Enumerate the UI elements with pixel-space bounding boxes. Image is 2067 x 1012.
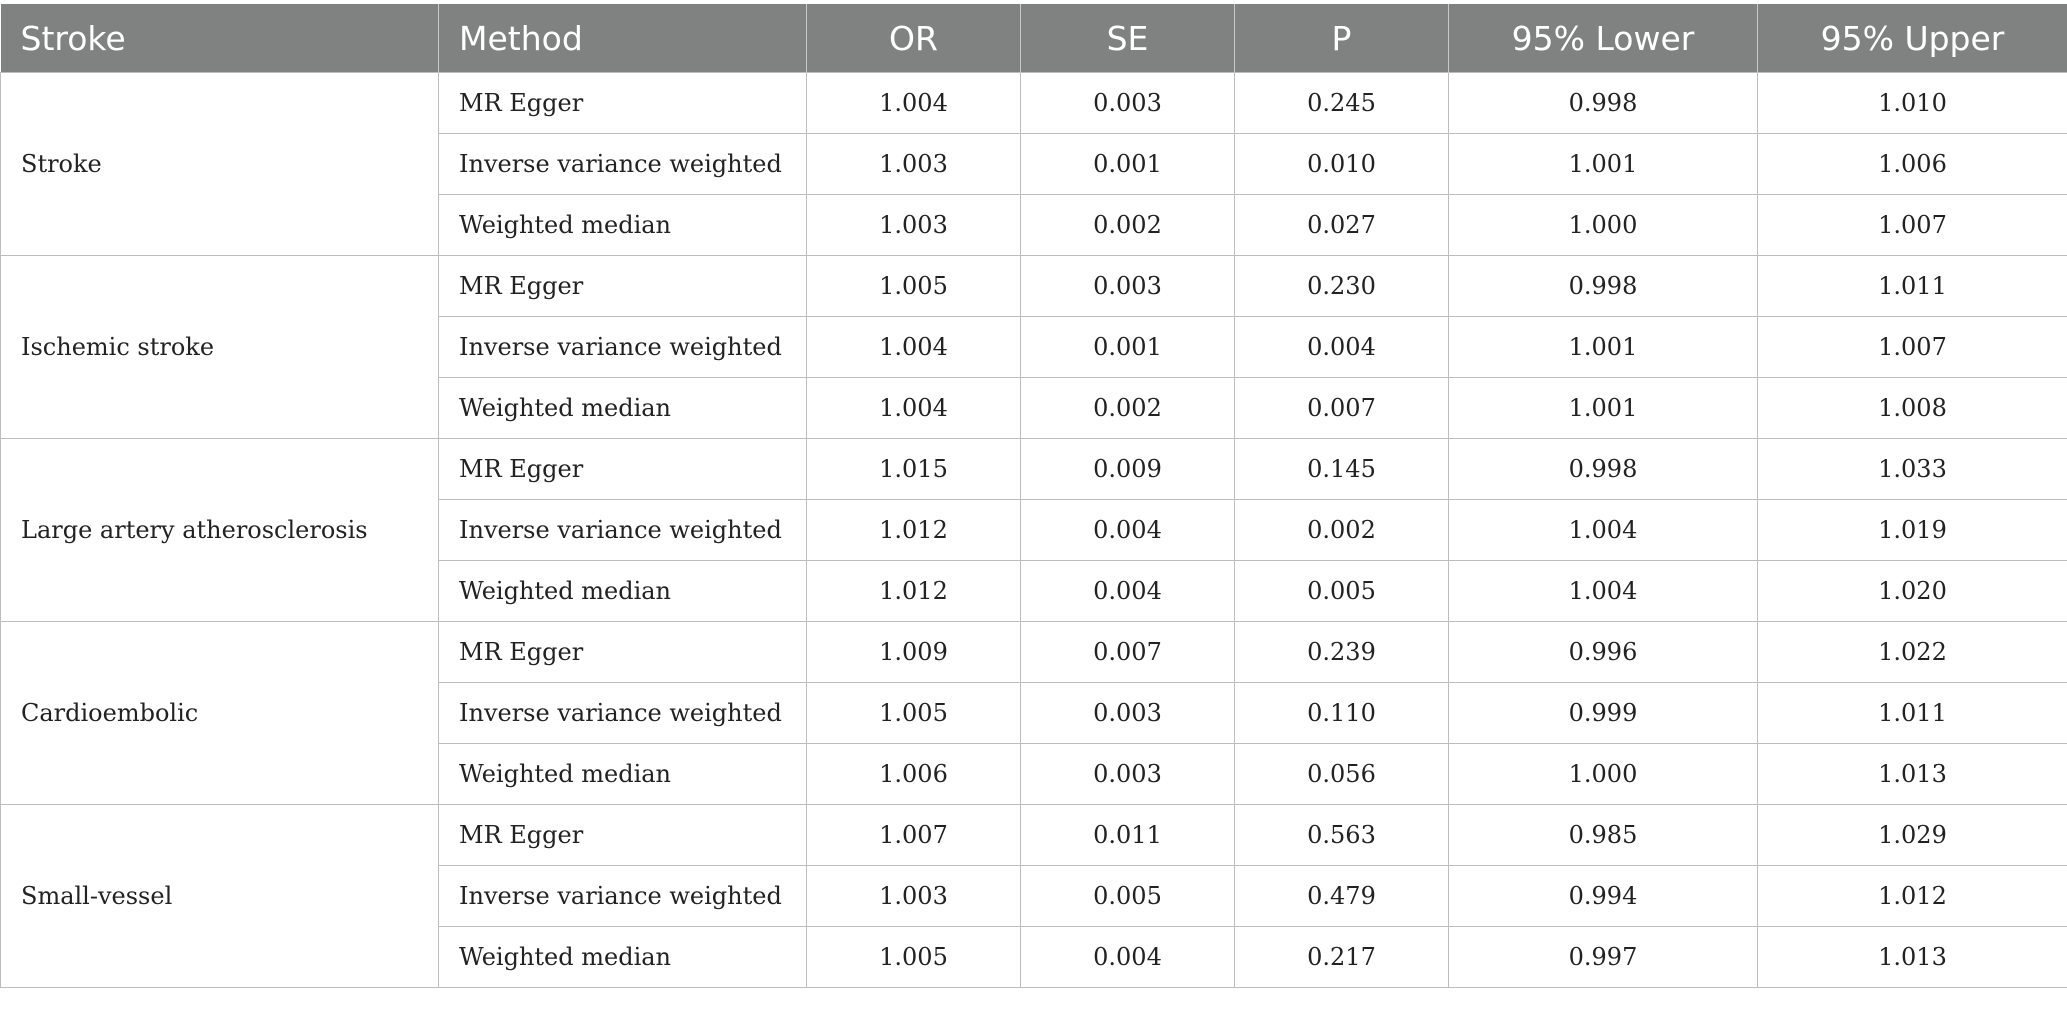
upper-cell: 1.029	[1758, 805, 2067, 866]
method-cell: Weighted median	[439, 195, 807, 256]
lower-cell: 0.998	[1449, 73, 1758, 134]
stroke-group-cell: Large artery atherosclerosis	[1, 439, 439, 622]
or-cell: 1.003	[807, 134, 1021, 195]
method-cell: MR Egger	[439, 439, 807, 500]
header-stroke: Stroke	[1, 4, 439, 73]
method-cell: Inverse variance weighted	[439, 500, 807, 561]
se-cell: 0.007	[1021, 622, 1235, 683]
or-cell: 1.004	[807, 378, 1021, 439]
or-cell: 1.005	[807, 683, 1021, 744]
header-95-upper: 95% Upper	[1758, 4, 2067, 73]
table-row	[1, 73, 2067, 134]
header-p: P	[1235, 4, 1449, 73]
table-body	[1, 73, 2067, 988]
se-cell: 0.005	[1021, 866, 1235, 927]
method-cell: MR Egger	[439, 256, 807, 317]
upper-cell: 1.013	[1758, 744, 2067, 805]
se-cell: 0.001	[1021, 317, 1235, 378]
lower-cell: 1.001	[1449, 317, 1758, 378]
upper-cell: 1.020	[1758, 561, 2067, 622]
se-cell: 0.003	[1021, 683, 1235, 744]
method-cell: Inverse variance weighted	[439, 866, 807, 927]
table-row	[1, 256, 2067, 317]
se-cell: 0.003	[1021, 73, 1235, 134]
method-cell: MR Egger	[439, 805, 807, 866]
upper-cell: 1.022	[1758, 622, 2067, 683]
method-cell: Weighted median	[439, 378, 807, 439]
upper-cell: 1.011	[1758, 256, 2067, 317]
stroke-group-cell: Cardioembolic	[1, 622, 439, 805]
lower-cell: 1.004	[1449, 561, 1758, 622]
p-cell: 0.005	[1235, 561, 1449, 622]
upper-cell: 1.011	[1758, 683, 2067, 744]
upper-cell: 1.010	[1758, 73, 2067, 134]
p-cell: 0.145	[1235, 439, 1449, 500]
upper-cell: 1.013	[1758, 927, 2067, 988]
p-cell: 0.010	[1235, 134, 1449, 195]
se-cell: 0.002	[1021, 195, 1235, 256]
table-row	[1, 622, 2067, 683]
lower-cell: 1.000	[1449, 744, 1758, 805]
or-cell: 1.005	[807, 256, 1021, 317]
se-cell: 0.001	[1021, 134, 1235, 195]
p-cell: 0.563	[1235, 805, 1449, 866]
method-cell: MR Egger	[439, 622, 807, 683]
table-header	[1, 4, 2067, 73]
se-cell: 0.003	[1021, 744, 1235, 805]
lower-cell: 1.001	[1449, 378, 1758, 439]
p-cell: 0.056	[1235, 744, 1449, 805]
or-cell: 1.005	[807, 927, 1021, 988]
p-cell: 0.217	[1235, 927, 1449, 988]
se-cell: 0.003	[1021, 256, 1235, 317]
lower-cell: 1.004	[1449, 500, 1758, 561]
lower-cell: 0.994	[1449, 866, 1758, 927]
stroke-group-cell: Stroke	[1, 73, 439, 256]
method-cell: MR Egger	[439, 73, 807, 134]
p-cell: 0.027	[1235, 195, 1449, 256]
lower-cell: 0.997	[1449, 927, 1758, 988]
upper-cell: 1.007	[1758, 317, 2067, 378]
upper-cell: 1.006	[1758, 134, 2067, 195]
header-method: Method	[439, 4, 807, 73]
p-cell: 0.230	[1235, 256, 1449, 317]
upper-cell: 1.008	[1758, 378, 2067, 439]
upper-cell: 1.033	[1758, 439, 2067, 500]
lower-cell: 0.998	[1449, 256, 1758, 317]
or-cell: 1.012	[807, 561, 1021, 622]
p-cell: 0.479	[1235, 866, 1449, 927]
se-cell: 0.004	[1021, 927, 1235, 988]
method-cell: Weighted median	[439, 561, 807, 622]
or-cell: 1.003	[807, 866, 1021, 927]
se-cell: 0.011	[1021, 805, 1235, 866]
stroke-group-cell: Small-vessel	[1, 805, 439, 988]
p-cell: 0.007	[1235, 378, 1449, 439]
or-cell: 1.006	[807, 744, 1021, 805]
p-cell: 0.110	[1235, 683, 1449, 744]
method-cell: Weighted median	[439, 744, 807, 805]
or-cell: 1.007	[807, 805, 1021, 866]
header-95-lower: 95% Lower	[1449, 4, 1758, 73]
upper-cell: 1.019	[1758, 500, 2067, 561]
or-cell: 1.009	[807, 622, 1021, 683]
p-cell: 0.245	[1235, 73, 1449, 134]
or-cell: 1.003	[807, 195, 1021, 256]
p-cell: 0.239	[1235, 622, 1449, 683]
upper-cell: 1.007	[1758, 195, 2067, 256]
method-cell: Inverse variance weighted	[439, 683, 807, 744]
lower-cell: 1.000	[1449, 195, 1758, 256]
lower-cell: 1.001	[1449, 134, 1758, 195]
or-cell: 1.012	[807, 500, 1021, 561]
header-or: OR	[807, 4, 1021, 73]
p-cell: 0.004	[1235, 317, 1449, 378]
table-row	[1, 439, 2067, 500]
or-cell: 1.004	[807, 73, 1021, 134]
se-cell: 0.004	[1021, 500, 1235, 561]
or-cell: 1.004	[807, 317, 1021, 378]
lower-cell: 0.985	[1449, 805, 1758, 866]
method-cell: Inverse variance weighted	[439, 134, 807, 195]
or-cell: 1.015	[807, 439, 1021, 500]
results-table	[0, 4, 2067, 988]
upper-cell: 1.012	[1758, 866, 2067, 927]
se-cell: 0.004	[1021, 561, 1235, 622]
table-row	[1, 805, 2067, 866]
method-cell: Inverse variance weighted	[439, 317, 807, 378]
lower-cell: 0.999	[1449, 683, 1758, 744]
p-cell: 0.002	[1235, 500, 1449, 561]
se-cell: 0.009	[1021, 439, 1235, 500]
stroke-group-cell: Ischemic stroke	[1, 256, 439, 439]
header-se: SE	[1021, 4, 1235, 73]
lower-cell: 0.998	[1449, 439, 1758, 500]
se-cell: 0.002	[1021, 378, 1235, 439]
header-row	[1, 4, 2067, 73]
method-cell: Weighted median	[439, 927, 807, 988]
lower-cell: 0.996	[1449, 622, 1758, 683]
